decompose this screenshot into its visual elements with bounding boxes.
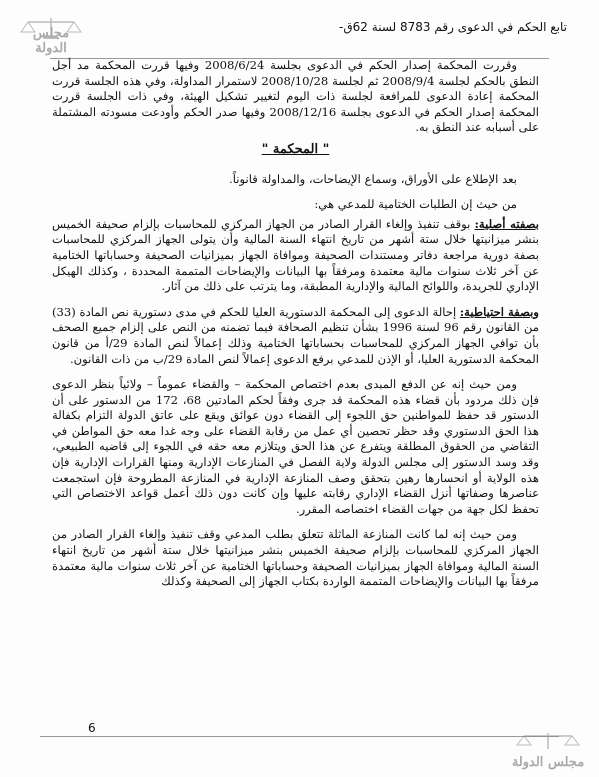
footer-divider (40, 736, 559, 737)
logo-text: مجلس الدولة (32, 26, 70, 56)
header-case-title: تابع الحكم في الدعوى رقم 8783 لسنة 62ق- (339, 20, 567, 34)
paragraph-final-requests-intro: من حيث إن الطلبات الختامية للمدعي هي: (314, 197, 517, 212)
alternative-request-text: إحالة الدعوى إلى المحكمة الدستورية العليا للحكم في مدى دستورية نص المادة (33) من القانون رقم 96 لسنة 1996 بشأن تنظيم الصحافة فيما تضمنه من النص على إلزام جميع الصحف بأن توافي الجهاز المركزي للمحاسبات بحساباتها الختامية وذلك إعمالاً لنص المادة 29/أ من قانون المحكمة الدستورية العليا، أو الإذن للمدعي برفع الدعوى إعمالاً لنص المادة 29/ب من ذات القانون. (52, 304, 539, 366)
footer-logo (508, 731, 588, 769)
footer-scales-icon (508, 731, 588, 753)
paragraph-jurisdiction: ومن حيث إنه عن الدفع المبدى بعدم اختصاص المحكمة – والقضاء عموماً – ولائياً بنظر الدعوى فإن ذلك مردود بأن قضاء هذه المحكمة قد جرى وفقاً لحكم المادتين 68، 172 من الدستور على أن الدستور قد حفظ للمواطنين حق اللجوء إلى القضاء دون عوائق ويقع على عاتق الدولة التزام بكفالة هذا الحق الدستوري وقد حظر تحصين أي عمل من رقابة القضاء على وجه غدا معه حق المواطن في التقاضي من الحقوق المطلقة ويتفرع عن هذا الحق ويتلازم معه حقه في اللجوء إلى قاضيه الطبيعي، وقد وسد الدستور إلى مجلس الدولة ولاية الفصل في المنازعات الإدارية ومنها القرارات الإدارية فإن هذه الولاية أو انحسارها رهين بتحقق وصف المنازعة الإدارية في المنازعة المطروحة فإن استجمعت عناصرها وصفاتها أنزل القضاء الإداري رقابته عليها وإن كانت دون ذلك أعمل قواعد الاختصاص التي تحفظ لكل جهة من جهات القضاء اختصاصه المقرر. (52, 377, 539, 516)
judgment-body (52, 58, 539, 717)
primary-request-text: بوقف تنفيذ وإلغاء القرار الصادر من الجهاز المركزي للمحاسبات بإلزام صحيفة الخميس بنشر ميزانيتها خلال ستة أشهر من تاريخ انتهاء السنة المالية وأن يتولى الجهاز المركزي للمحاسبات بصفة دورية مراجعة دفاتر ومستندات الصحيفة وموافاة الجهاز بميزانيات الصحيفة وحساباتها الختامية عن آخر ثلاث سنوات مالية معتمدة ومرفقاً بها البيانات والإيضاحات المتممة المحددة ، وكذلك الهيكل الإداري للجريدة، واللوائح المالية والإدارية المطبقة، وما يترتب على ذلك من آثار. (52, 216, 539, 294)
alternative-request-label: وبصفة احتياطية: (459, 304, 539, 319)
page-number: 6 (88, 721, 96, 735)
paragraph-hearing-dates: وقررت المحكمة إصدار الحكم في الدعوى بجلسة 2008/6/24 وفيها قررت المحكمة مد أجل النطق بالحكم لجلسة 2008/9/4 ثم لجلسة 2008/10/28 لاستمرار المداولة، وفي هذه الجلسة قررت المحكمة إعادة الدعوى للمرافعة لجلسة ذات اليوم لتغيير تشكيل الهيئة، وفي ذات الجلسة قررت المحكمة إصدار الحكم في الدعوى بجلسة 2008/12/16 وفيها صدر الحكم وأودعت مسودته المشتملة على أسبابه عند النطق به. (52, 58, 539, 135)
paragraph-alternative-request (52, 305, 539, 367)
footer-logo-text: مجلس الدولة (511, 755, 585, 770)
paragraph-review: بعد الإطلاع على الأوراق، وسماع الإيضاحات، والمداولة قانوناً. (229, 171, 517, 186)
paragraph-dispute: ومن حيث إنه لما كانت المنازعة الماثلة تتعلق بطلب المدعي وقف تنفيذ وإلغاء القرار الصادر من الجهاز المركزي للمحاسبات بإلزام صحيفة الخميس بنشر ميزانيتها خلال ستة أشهر من تاريخ انتهاء السنة المالية وموافاة الجهاز بميزانيات الصحيفة وحساباتها الختامية عن آخر ثلاث سنوات مالية معتمدة مرفقاً بها البيانات والإيضاحات المتممة الواردة بكتاب الجهاز إلى الصحيفة وكذلك (52, 527, 539, 589)
council-of-state-logo (16, 16, 86, 56)
page-header (10, 8, 589, 56)
court-heading: " المحكمة " (261, 141, 330, 157)
paragraph-primary-request (52, 217, 539, 295)
primary-request-label: بصفته أصلية: (474, 216, 539, 231)
